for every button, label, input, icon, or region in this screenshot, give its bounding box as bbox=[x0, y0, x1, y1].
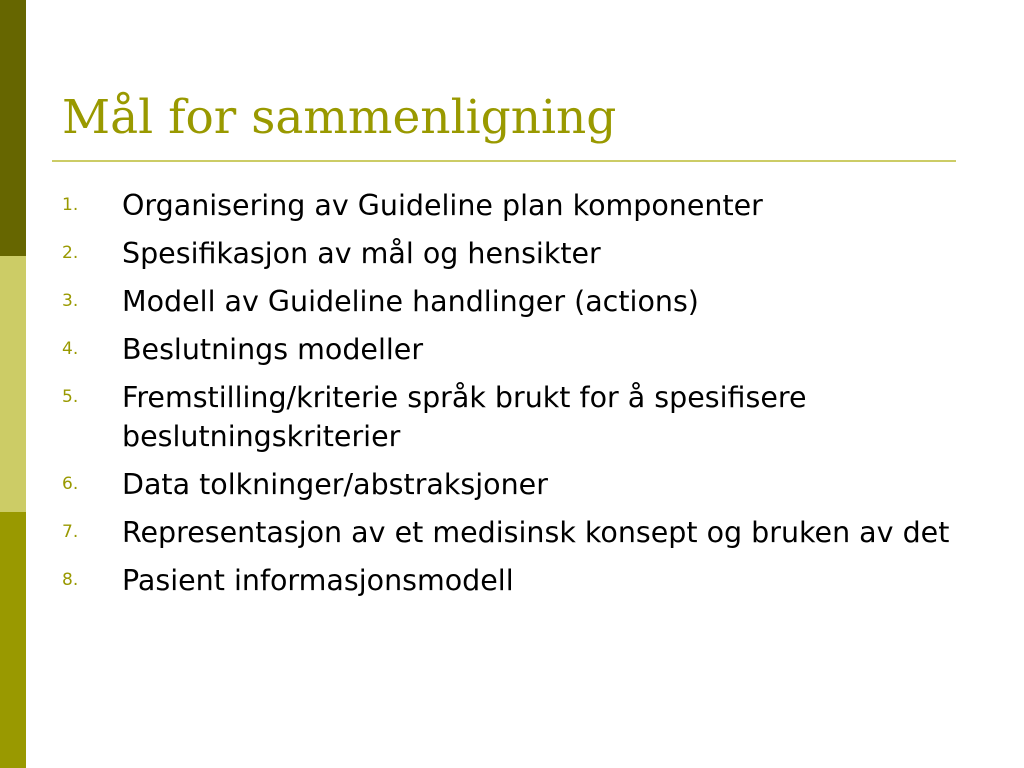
list-item-number: 6. bbox=[62, 474, 79, 494]
sidebar-accent bbox=[0, 0, 26, 768]
list-item-number: 7. bbox=[62, 522, 79, 542]
list-item bbox=[62, 282, 982, 321]
slide-title: Mål for sammenligning bbox=[62, 90, 617, 145]
list-item-text: Beslutnings modeller bbox=[122, 333, 424, 366]
list-item-number: 1. bbox=[62, 195, 79, 215]
title-divider bbox=[52, 160, 956, 162]
list-item bbox=[62, 378, 982, 456]
list-item-number: 4. bbox=[62, 339, 79, 359]
list-item-text: Modell av Guideline handlinger (actions) bbox=[122, 285, 699, 318]
list-item-text: Data tolkninger/abstraksjoner bbox=[122, 468, 548, 501]
list-item bbox=[62, 513, 982, 552]
sidebar-segment-bottom bbox=[0, 512, 26, 768]
list-item-text: Pasient informasjonsmodell bbox=[122, 564, 514, 597]
numbered-list bbox=[62, 186, 982, 609]
list-item bbox=[62, 465, 982, 504]
list-item bbox=[62, 330, 982, 369]
list-item bbox=[62, 234, 982, 273]
list-item bbox=[62, 186, 982, 225]
list-item-number: 5. bbox=[62, 387, 79, 407]
list-item-text: Spesifikasjon av mål og hensikter bbox=[122, 237, 601, 270]
list-item-text: Fremstilling/kriterie språk brukt for å spesifisere beslutningskriterier bbox=[122, 381, 807, 453]
list-item bbox=[62, 561, 982, 600]
list-item-text: Representasjon av et medisinsk konsept og bruken av det bbox=[122, 516, 950, 549]
list-item-number: 2. bbox=[62, 243, 79, 263]
sidebar-segment-top bbox=[0, 0, 26, 256]
list-item-number: 8. bbox=[62, 570, 79, 590]
sidebar-segment-middle bbox=[0, 256, 26, 512]
list-item-text: Organisering av Guideline plan komponenter bbox=[122, 189, 763, 222]
list-item-number: 3. bbox=[62, 291, 79, 311]
